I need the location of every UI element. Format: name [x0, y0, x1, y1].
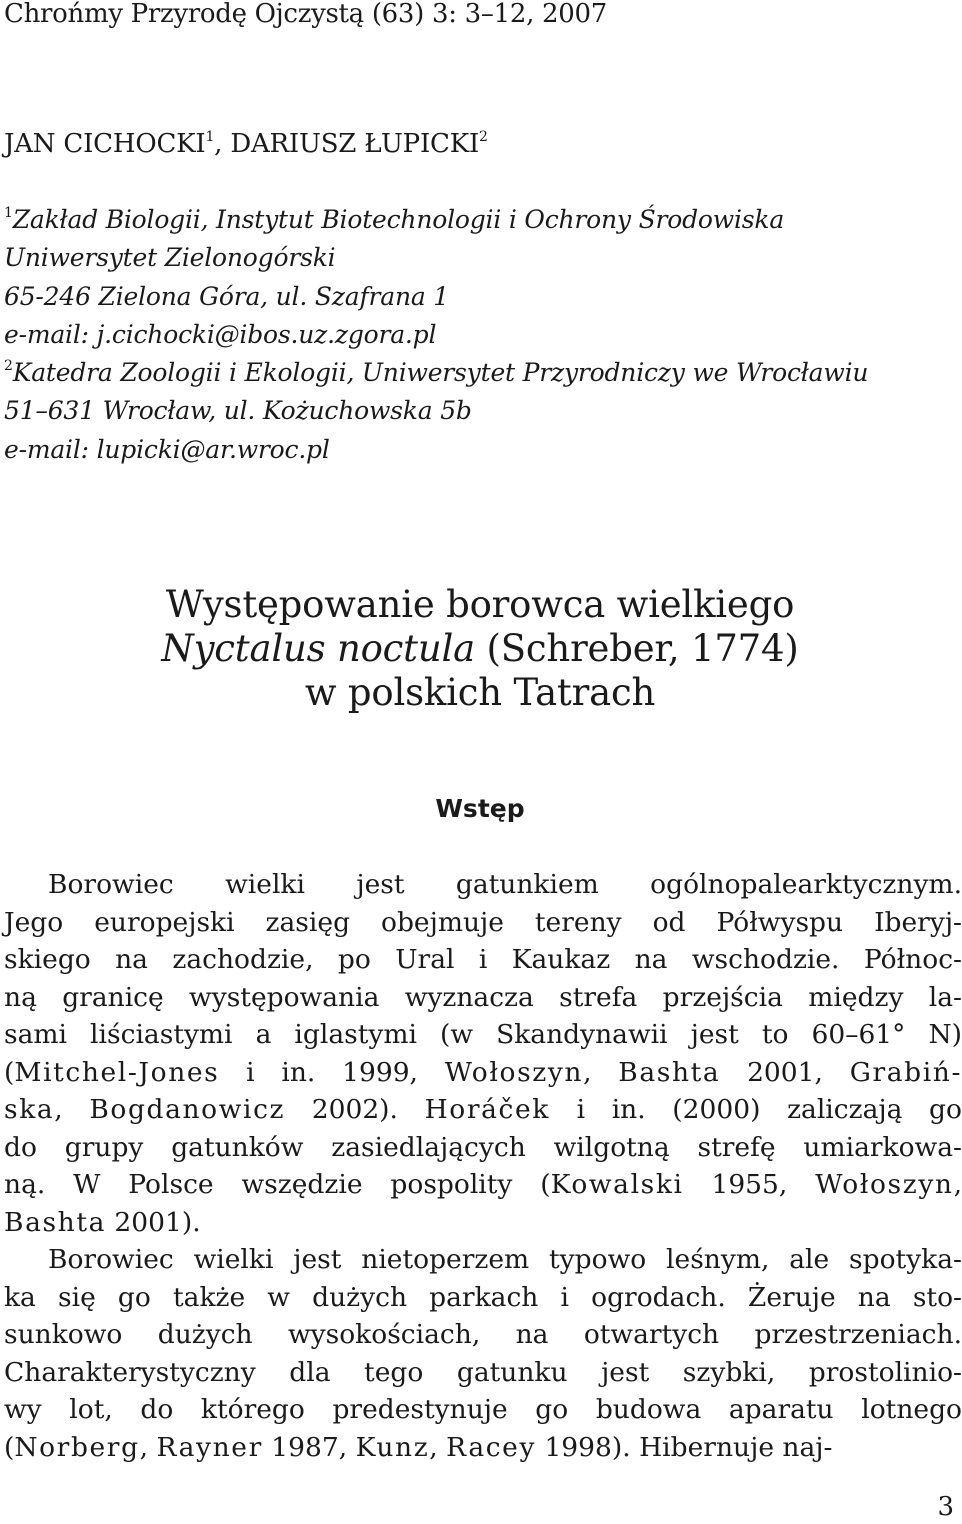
text-segment: Borowiec wielki jest gatunkiem ogólnopalearktycznym. [48, 869, 962, 900]
text-line [4, 1241, 962, 1279]
text-segment: ną granicę występowania wyznacza strefa przejścia między la- [4, 981, 962, 1013]
paragraph [4, 1241, 962, 1466]
text-segment: 1998). Hibernuje naj- [536, 1431, 833, 1463]
author-separator: , [214, 129, 231, 159]
cited-author: Kowalski [550, 1169, 684, 1200]
page-number: 3 [937, 1492, 954, 1522]
title-line: Występowanie borowca wielkiego [165, 583, 795, 626]
author-name: JAN CICHOCKI [4, 129, 206, 159]
cited-author: Horáček [424, 1094, 550, 1125]
text-segment: Jego europejski zasięg obejmuje tereny od Półwyspu Iberyj- [4, 906, 962, 938]
text-segment: do grupy gatunków zasiedlających wilgotną strefę umiarkowa- [4, 1131, 962, 1163]
text-line [4, 1391, 962, 1429]
cited-author: Norberg [14, 1431, 140, 1463]
text-line [4, 1054, 962, 1092]
author-line [4, 126, 488, 162]
title-line: w polskich Tatrach [304, 671, 656, 714]
cited-author: Racey [446, 1431, 537, 1463]
text-line [4, 1279, 962, 1317]
affiliation-institution: Zakład Biologii, Instytut Biotechnologii i Ochrony Środowiska [12, 205, 785, 234]
affiliation-line [4, 354, 868, 392]
text-line [4, 979, 962, 1017]
paragraph [4, 866, 962, 1241]
cited-author: Bashta [618, 1056, 721, 1088]
text-segment: 2001). [106, 1206, 201, 1238]
text-line [4, 1091, 962, 1129]
text-segment: Borowiec wielki jest nietoperzem typowo leśnym, ale spotyka- [48, 1244, 962, 1275]
affiliation-marker: 2 [4, 358, 13, 375]
affiliation-email: e-mail: lupicki@ar.wroc.pl [4, 434, 330, 464]
text-segment: 2001, [720, 1056, 850, 1088]
text-segment: i in. 1999, [219, 1056, 445, 1088]
text-segment: 1987, [262, 1431, 356, 1463]
text-segment: sami liściastymi a iglastymi (w Skandynawii jest to 60–61° N) [4, 1019, 962, 1050]
cited-author: Mitchel-Jones [14, 1056, 220, 1088]
cited-author: Wołoszyn [815, 1169, 954, 1200]
affiliation-email: e-mail: j.cichocki@ibos.uz.zgora.pl [4, 319, 437, 349]
text-line [4, 941, 962, 979]
article-title [0, 583, 960, 715]
affiliation-address: 51–631 Wrocław, ul. Kożuchowska 5b [4, 396, 472, 426]
text-line [4, 1354, 962, 1392]
text-segment: i in. (2000) zaliczają go [549, 1094, 962, 1125]
cited-author: ska [4, 1094, 55, 1125]
section-heading: Wstęp [435, 794, 525, 823]
affiliation-address: 65-246 Zielona Góra, ul. Szafrana 1 [4, 281, 450, 311]
species-latin-name: Nyctalus noctula [161, 627, 475, 670]
cited-author: Grabiń- [849, 1056, 962, 1088]
text-segment: ną. W Polsce wszędzie pospolity ( [4, 1169, 551, 1200]
cited-author: Bashta [4, 1206, 106, 1238]
text-segment: 1955, [683, 1169, 816, 1200]
text-line [4, 904, 962, 942]
text-segment: wy lot, do którego predestynuje go budowa aparatu lotnego [4, 1394, 962, 1425]
text-segment: skiego na zachodzie, po Ural i Kaukaz na wschodzie. Północ- [4, 944, 962, 975]
text-segment: , [953, 1169, 962, 1200]
affiliation-institution: Katedra Zoologii i Ekologii, Uniwersytet Przyrodniczy we Wrocławiu [12, 358, 869, 388]
text-segment: ka się go także w dużych parkach i ogrodach. Żeruje na sto- [4, 1281, 962, 1313]
species-authority: (Schreber, 1774) [474, 627, 799, 670]
text-segment: , [583, 1056, 619, 1088]
affiliation-marker: 1 [205, 129, 215, 145]
text-line [4, 1204, 962, 1242]
text-line [4, 1316, 962, 1354]
affiliation-marker: 2 [479, 129, 488, 145]
text-line [4, 1429, 962, 1467]
text-line [4, 1166, 962, 1204]
journal-citation: Chrońmy Przyrodę Ojczystą (63) 3: 3–12, 2007 [4, 0, 607, 29]
cited-author: Wołoszyn [444, 1056, 584, 1088]
text-segment: ( [4, 1431, 15, 1463]
text-segment: Charakterystyczny dla tego gatunku jest szybki, prostolinio- [4, 1356, 962, 1388]
text-segment: , [54, 1094, 90, 1125]
cited-author: Rayner [156, 1431, 263, 1463]
text-segment: sunkowo dużych wysokościach, na otwartych przestrzeniach. [4, 1319, 962, 1350]
text-line [4, 866, 962, 904]
title-line [0, 627, 960, 671]
body-text [4, 866, 962, 1466]
text-segment: ( [4, 1056, 15, 1088]
affiliation-line: Uniwersytet Zielonogórski [4, 243, 336, 273]
author-name: DARIUSZ ŁUPICKI [230, 129, 480, 159]
cited-author: Kunz [355, 1431, 430, 1463]
affiliations-block [4, 201, 868, 469]
affiliation-marker: 1 [4, 205, 13, 221]
text-segment: , [429, 1431, 447, 1463]
text-segment: , [139, 1431, 157, 1463]
text-line [4, 1016, 962, 1054]
cited-author: Bogdanowicz [89, 1094, 286, 1125]
text-segment: 2002). [285, 1094, 425, 1125]
text-line [4, 1129, 962, 1167]
affiliation-line [4, 201, 868, 239]
